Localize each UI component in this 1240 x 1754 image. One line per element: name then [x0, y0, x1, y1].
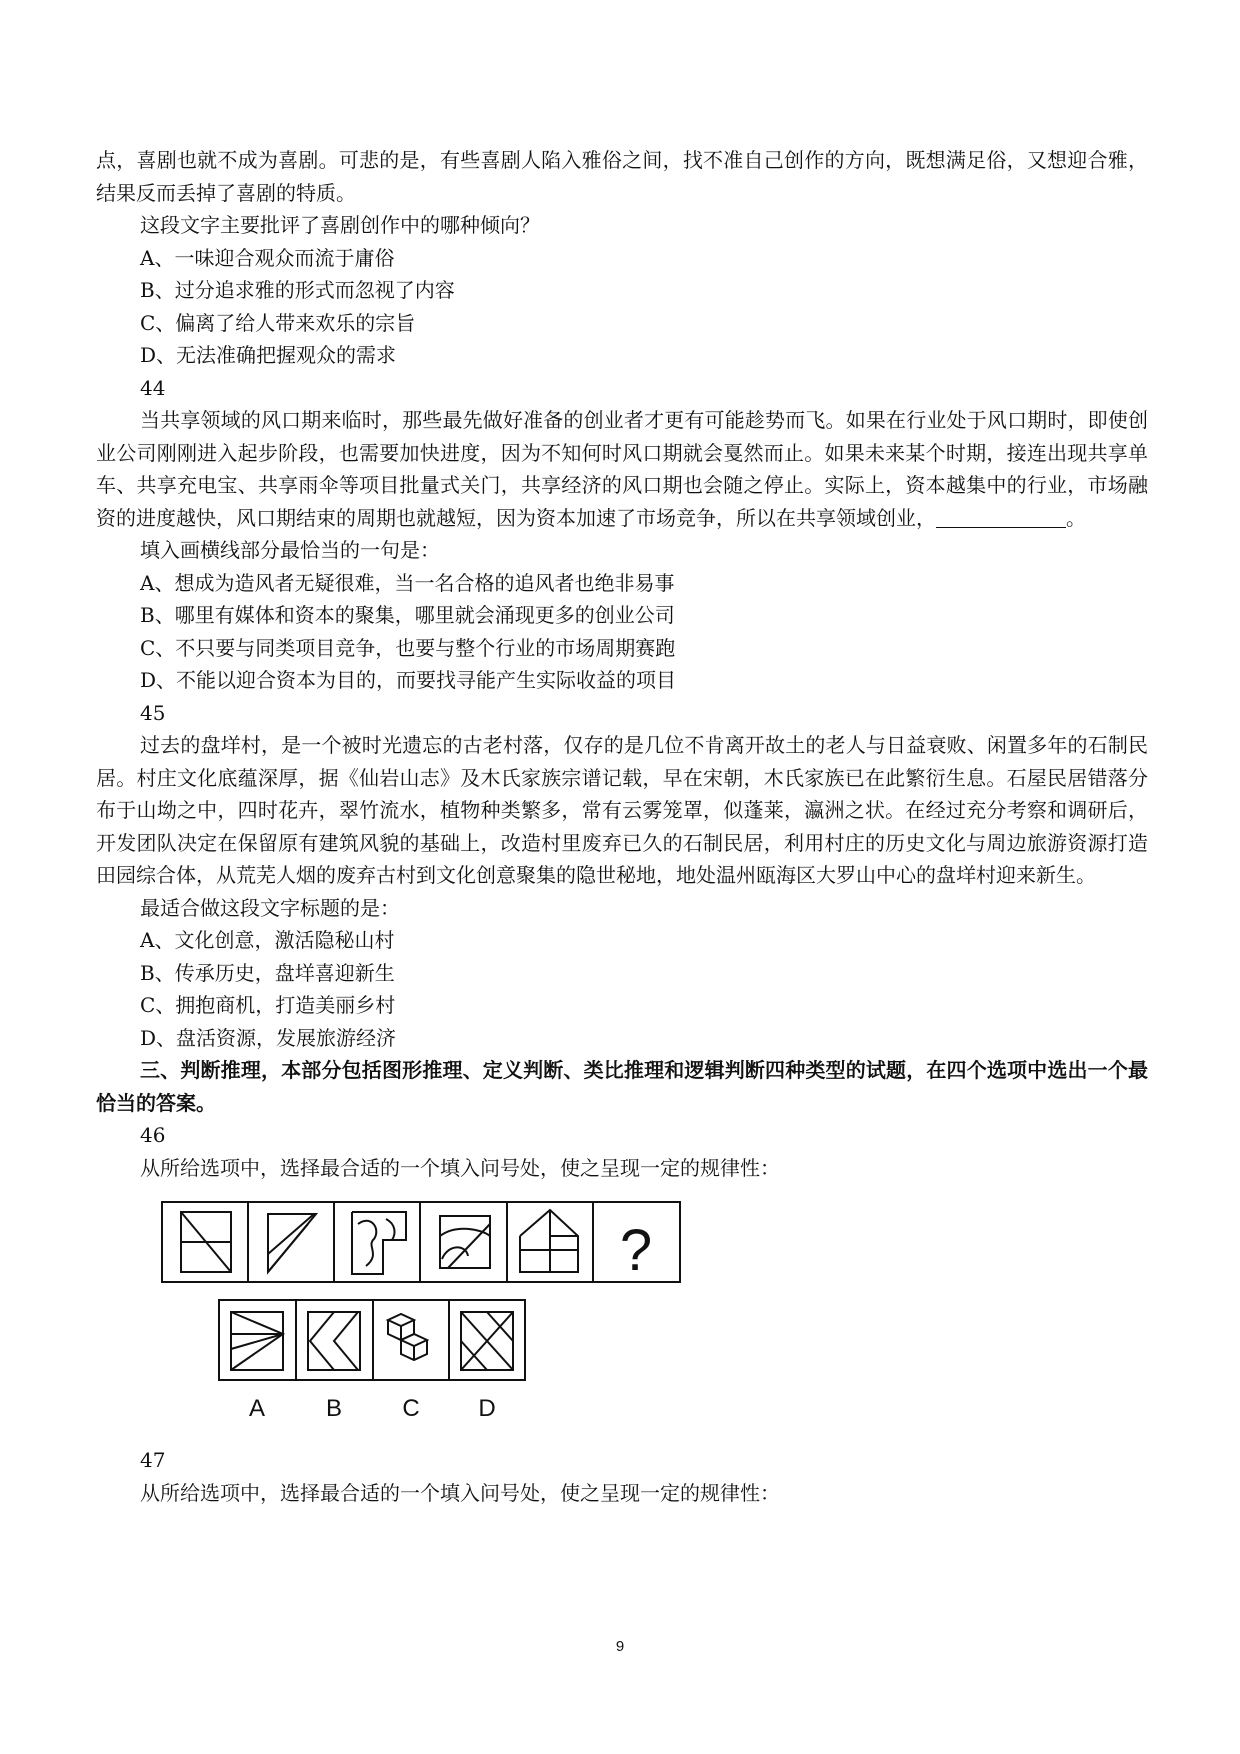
question-mark: ?: [619, 1218, 653, 1283]
q43-option-d: D、无法准确把握观众的需求: [140, 343, 397, 367]
q44-number: 44: [140, 375, 166, 400]
q43-option-c: C、偏离了给人带来欢乐的宗旨: [140, 310, 416, 335]
option-label-b: B: [325, 1395, 343, 1422]
figure-1: [181, 1212, 231, 1272]
figure-2: [268, 1214, 316, 1272]
q47-number: 47: [140, 1448, 166, 1472]
q44-option-b: B、哪里有媒体和资本的聚集，哪里就会涌现更多的创业公司: [140, 603, 675, 627]
option-b-figure: [308, 1312, 360, 1370]
option-label-d: D: [478, 1395, 496, 1422]
q45-option-c: C、拥抱商机，打造美丽乡村: [140, 993, 396, 1017]
q45-question: 最适合做这段文字标题的是：: [140, 895, 400, 920]
passage-continuation: 点，喜剧也就不成为喜剧。可悲的是，有些喜剧人陷入雅俗之间，找不准自己创作的方向，既想满足俗，又想迎合雅，结果反而丢掉了喜剧的特质。: [96, 148, 1148, 205]
q45-number: 45: [140, 700, 166, 725]
q43-option-b: B、过分追求雅的形式而忽视了内容: [140, 278, 455, 302]
q44-question: 填入画横线部分最恰当的一句是：: [140, 538, 440, 562]
figure-5: [520, 1210, 578, 1272]
option-label-a: A: [248, 1395, 266, 1422]
page-content: [96, 144, 1148, 1509]
q45-option-a: A、文化创意，激活隐秘山村: [140, 928, 395, 952]
q46-figure-graphic: [96, 1184, 1148, 1444]
option-a-figure: [231, 1312, 283, 1370]
q44-passage-text: 当共享领域的风口期来临时，那些最先做好准备的创业者才更有可能趁势而飞。如果在行业处于风口期时，即使创业公司刚刚进入起步阶段，也需要加快进度，因为不知何时风口期就会戛然而止。如果未来某个时期，接连出现共享单车、共享充电宝、共享雨伞等项目批量式关门，共享经济的风口期也会随之停止。实际上，资本越集中的行业，市场融资的进度越快，风口期结束的周期也就越短，因为资本加速了市场竞争，所以在共享领域创业，: [96, 408, 1148, 530]
section-3-heading: 三、判断推理，本部分包括图形推理、定义判断、类比推理和逻辑判断四种类型的试题，在四个选项中选出一个最恰当的答案。: [96, 1058, 1148, 1115]
q45-option-b: B、传承历史，盘垟喜迎新生: [140, 960, 395, 985]
q43-option-a: A、一味迎合观众而流于庸俗: [140, 245, 395, 270]
q44-option-d: D、不能以迎合资本为目的，而要找寻能产生实际收益的项目: [140, 668, 677, 692]
q43-question: 这段文字主要批评了喜剧创作中的哪种倾向？: [140, 213, 540, 237]
q46-number: 46: [140, 1123, 166, 1147]
q47-question: 从所给选项中，选择最合适的一个填入问号处，使之呈现一定的规律性：: [140, 1480, 780, 1505]
option-c-figure: [388, 1314, 427, 1360]
q44-option-a: A、想成为造风者无疑很难，当一名合格的追风者也绝非易事: [140, 570, 675, 595]
figure-3: [352, 1212, 406, 1274]
q44-passage-end: 。: [1066, 505, 1086, 530]
q46-question: 从所给选项中，选择最合适的一个填入问号处，使之呈现一定的规律性：: [140, 1155, 780, 1180]
option-d-figure: [461, 1312, 513, 1370]
q45-passage: 过去的盘垟村，是一个被时光遗忘的古老村落，仅存的是几位不肯离开故土的老人与日益衰败、闲置多年的石制民居。村庄文化底蕴深厚，据《仙岩山志》及木氏家族宗谱记载，早在宋朝，木氏家族已在此繁衍生息。石屋民居错落分布于山坳之中，四时花卉，翠竹流水，植物种类繁多，常有云雾笼罩，似蓬莱，瀛洲之状。在经过充分考察和调研后，开发团队决定在保留原有建筑风貌的基础上，改造村里废弃已久的石制民居，利用村庄的历史文化与周边旅游资源打造田园综合体，从荒芜人烟的废弃古村到文化创意聚集的隐世秘地，地处温州瓯海区大罗山中心的盘垟村迎来新生。: [96, 733, 1148, 887]
q46-figure: [96, 1184, 1148, 1444]
q44-passage: [96, 404, 1148, 534]
fill-in-blank: [936, 507, 1066, 528]
figure-4: [440, 1216, 490, 1268]
q44-option-c: C、不只要与同类项目竞争，也要与整个行业的市场周期赛跑: [140, 635, 676, 660]
q45-option-d: D、盘活资源，发展旅游经济: [140, 1025, 397, 1050]
page-number: 9: [615, 1638, 625, 1655]
option-label-c: C: [402, 1395, 420, 1422]
